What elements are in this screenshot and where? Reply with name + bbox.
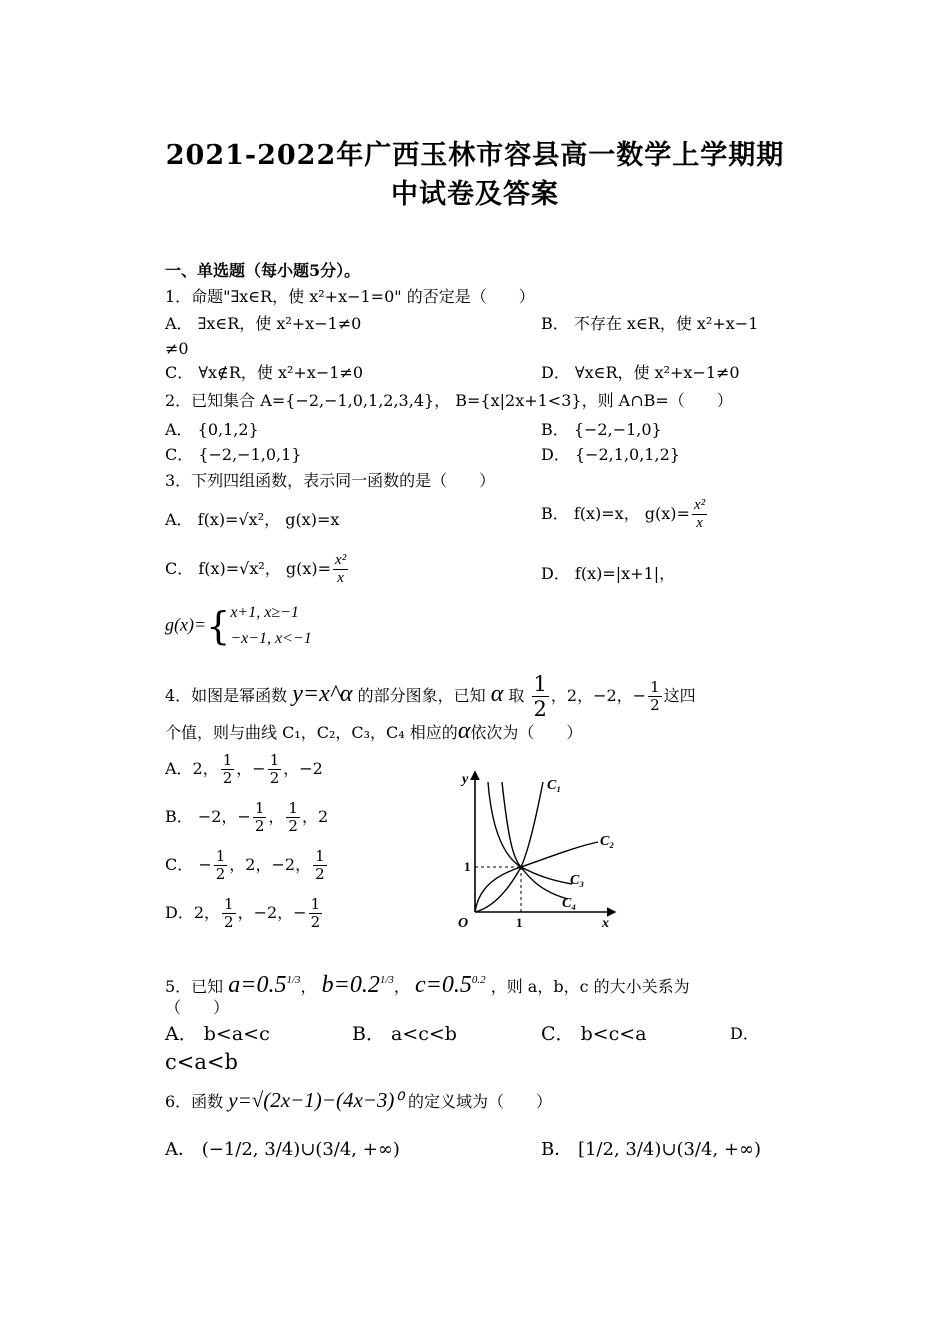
q1-option-b-wrap: ≠0 — [165, 339, 189, 358]
q5-option-a: A． b<a<c — [165, 1023, 270, 1045]
curve-c3 — [488, 782, 572, 884]
q6-option-a: A． (−1/2, 3/4)∪(3/4, +∞) — [165, 1139, 400, 1160]
q1-option-d: D． ∀x∈R，使 x²+x−1≠0 — [541, 363, 740, 382]
q2-option-b: B． {−2,−1,0} — [541, 420, 662, 439]
origin-label: O — [458, 916, 469, 931]
q1-stem: 1．命题"∃x∈R，使 x²+x−1=0" 的否定是（ ） — [165, 287, 535, 306]
q5-option-c: C． b<c<a — [541, 1023, 647, 1045]
q4-option-b: B． −2，− $\frac{1}{2}$ ， $\frac{1}{2}$ ，2 — [165, 799, 329, 835]
q3-option-d: D． f(x)=|x+1|， — [541, 564, 676, 583]
q3-stem: 3．下列四组函数，表示同一函数的是（ ） — [165, 471, 496, 490]
q4-option-a: A．2， $\frac{1}{2}$ ，− $\frac{1}{2}$ ，−2 — [165, 751, 323, 787]
q3-option-a: A． f(x)=√x²， g(x)=x — [165, 510, 340, 529]
q3-option-b: B． f(x)=x， g(x)= $\frac{\text{x²}}{x}$ — [541, 497, 706, 531]
q3-option-c: C． f(x)=√x²， g(x)= $\frac{\text{x²}}{x}$ — [165, 552, 347, 586]
q4-option-c: C． − $\frac{1}{2}$ ，2，−2， $\frac{1}{2}$ — [165, 847, 325, 883]
q6-stem: 6．函数 y=√(2x−1)−(4x−3)⁰ 的定义域为（ ） — [165, 1088, 552, 1112]
q2-option-d: D． {−2,1,0,1,2} — [541, 445, 680, 464]
label-c3: C₃ — [570, 873, 585, 888]
q4-stem-line1: 4．如图是幂函数 y=x^α 的部分图象，已知 α 取 $\frac{1}{2}$ ，2，−2，− $\frac{1}{2}$ 这四 — [165, 672, 696, 721]
x-axis-label: x — [602, 916, 609, 931]
q5-option-d: D． — [730, 1024, 759, 1043]
q3-option-d-piecewise: g(x)={ x+1, x≥−1 −x−1, x<−1 — [165, 604, 312, 648]
q5-option-d-wrap: c<a<b — [165, 1050, 238, 1074]
label-c4: C₄ — [562, 896, 577, 911]
q1-option-b: B． 不存在 x∈R，使 x²+x−1 — [541, 314, 759, 333]
label-c2: C₂ — [600, 834, 615, 849]
page-title-line2: 中试卷及答案 — [391, 179, 559, 210]
q1-option-a: A． ∃x∈R，使 x²+x−1≠0 — [165, 314, 362, 333]
q2-stem: 2．已知集合 A={−2,−1,0,1,2,3,4}， B={x|2x+1<3}，则 A∩B=（ ） — [165, 391, 733, 410]
q6-option-b: B． [1/2, 3/4)∪(3/4, +∞) — [541, 1139, 761, 1160]
y-tick-1: 1 — [464, 859, 471, 874]
q5-paren: （ ） — [165, 998, 230, 1017]
q4-option-d: D．2， $\frac{1}{2}$ ，−2，− $\frac{1}{2}$ — [165, 895, 321, 931]
curve-c1 — [475, 782, 543, 912]
q1-option-c: C． ∀x∉R，使 x²+x−1≠0 — [165, 363, 364, 382]
power-function-graph — [450, 767, 620, 932]
label-c1: C₁ — [547, 778, 562, 793]
page-title-line1: 2021-2022年广西玉林市容县高一数学上学期期 — [165, 140, 785, 171]
q5-stem: 5．已知 $a=0.5^{1/3}$， $b=0.2^{1/3}$， $c=0.5^{0.2}$ ，则 a，b，c 的大小关系为 — [165, 972, 690, 998]
section-heading: 一、单选题（每小题5分）。 — [165, 261, 361, 280]
q4-stem-line2: 个值，则与曲线 C₁，C₂，C₃，C₄ 相应的α依次为（ ） — [165, 718, 583, 744]
q2-option-a: A． {0,1,2} — [165, 420, 259, 439]
q5-option-b: B． a<c<b — [352, 1023, 457, 1045]
y-axis-label: y — [462, 772, 469, 787]
x-tick-1: 1 — [516, 915, 523, 930]
q2-option-c: C． {−2,−1,0,1} — [165, 445, 302, 464]
